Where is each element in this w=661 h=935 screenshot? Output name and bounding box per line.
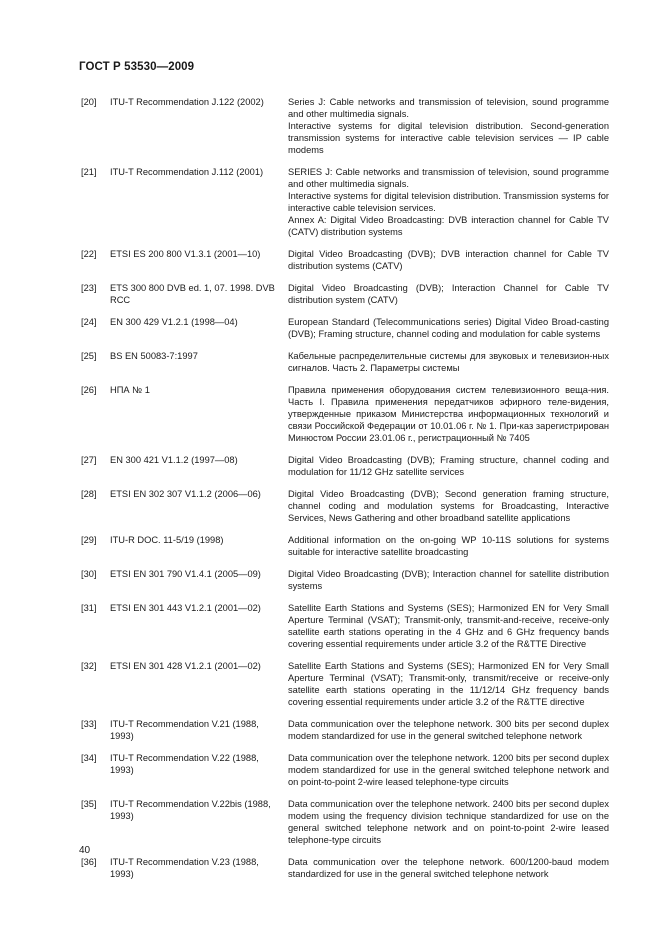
reference-title-paragraph: Interactive systems for digital television distribution. Second-generation transmission systems for interactive cable television services — IP cable modems: [288, 121, 609, 155]
reference-entry: [81, 248, 609, 272]
reference-entry: [81, 488, 609, 524]
reference-entry: [81, 384, 609, 444]
reference-entry: [81, 568, 609, 592]
reference-entry: [81, 96, 609, 156]
reference-entry: [81, 718, 609, 742]
reference-title: [288, 534, 609, 558]
reference-entry: [81, 454, 609, 478]
reference-entry: [81, 282, 609, 306]
reference-title-paragraph: Digital Video Broadcasting (DVB); DVB interaction channel for Cable TV distribution systems (CATV): [288, 249, 609, 271]
reference-title: [288, 166, 609, 238]
reference-number: [21]: [81, 167, 97, 177]
reference-title-paragraph: Digital Video Broadcasting (DVB); Second generation framing structure, channel coding and modulation systems for Broadcasting, Interactive Services, News Gathering and other broadband satellite applications: [288, 489, 609, 523]
page-number: 40: [79, 845, 91, 856]
reference-number: [29]: [81, 535, 97, 545]
reference-number: [20]: [81, 97, 97, 107]
reference-title-paragraph: Interactive systems for digital television distribution. Transmission systems for interactive cable television services.: [288, 191, 609, 213]
reference-number: [27]: [81, 455, 97, 465]
reference-number: [22]: [81, 249, 97, 259]
document-header: ГОСТ Р 53530—2009: [79, 61, 195, 73]
reference-title-paragraph: Annex A: Digital Video Broadcasting: DVB interaction channel for Cable TV (CATV) distribution systems: [288, 215, 609, 237]
reference-title: [288, 96, 609, 156]
reference-entry: [81, 856, 609, 880]
reference-title-paragraph: Satellite Earth Stations and Systems (SES); Harmonized EN for Very Small Aperture Terminal (VSAT); Transmit-only, transmit-and-receive, receive-only satellite earth stations operating in the 4 GHz and 6 GHz frequency bands covering essential requirements under article 3.2 of the R&TTE Directive: [288, 603, 609, 649]
reference-title-paragraph: Digital Video Broadcasting (DVB); Framing structure, channel coding and modulation for 11/12 GHz satellite services: [288, 455, 609, 477]
reference-designation: ITU-T Recommendation V.21 (1988, 1993): [110, 719, 259, 741]
reference-entry: [81, 166, 609, 238]
reference-designation: ETSI EN 301 428 V1.2.1 (2001—02): [110, 661, 261, 671]
reference-entry: [81, 350, 609, 374]
reference-title: [288, 602, 609, 650]
reference-designation: ETSI ES 200 800 V1.3.1 (2001—10): [110, 249, 261, 259]
reference-list: [81, 96, 609, 890]
reference-title: [288, 752, 609, 788]
reference-entry: [81, 660, 609, 708]
reference-title-paragraph: Data communication over the telephone network. 2400 bits per second duplex modem using the frequency division technique standardized for use on the general switched telephone network and on point-to-point 2-wire leased telephone-type circuits: [288, 799, 609, 845]
reference-designation: ETSI EN 301 443 V1.2.1 (2001—02): [110, 603, 261, 613]
reference-designation: ITU-T Recommendation V.22bis (1988, 1993): [110, 799, 271, 821]
reference-designation: EN 300 421 V1.1.2 (1997—08): [110, 455, 238, 465]
reference-title-paragraph: Правила применения оборудования систем телевизионного веща-ния. Часть I. Правила применения передатчиков эфирного теле-видения, утвержденные приказом Министерства информационных технологий и связи Российской Федерации от 10.01.06 г. № 1. При-каз зарегистрирован Минюстом России 23.01.06 г., регистрационный № 7405: [288, 385, 609, 443]
reference-designation: ITU-T Recommendation J.112 (2001): [110, 167, 264, 177]
reference-title-paragraph: Satellite Earth Stations and Systems (SES); Harmonized EN for Very Small Aperture Terminal (VSAT); Transmit-only, transmit/receive or receive-only satellite earth stations operating in the 11/12/14 GHz frequency bands covering essential requirements under article 3.2 of the R&TTE directive: [288, 661, 609, 707]
reference-number: [34]: [81, 753, 97, 763]
reference-title: [288, 660, 609, 708]
reference-number: [32]: [81, 661, 97, 671]
reference-title-paragraph: Series J: Cable networks and transmission of television, sound programme and other multimedia signals.: [288, 97, 609, 119]
reference-title: [288, 316, 609, 340]
reference-number: [33]: [81, 719, 97, 729]
reference-designation: ITU-R DOC. 11-5/19 (1998): [110, 535, 224, 545]
reference-title: [288, 568, 609, 592]
reference-designation: ITU-T Recommendation V.22 (1988, 1993): [110, 753, 259, 775]
reference-title-paragraph: Data communication over the telephone network. 300 bits per second duplex modem standardized for use in the general switched telephone network: [288, 719, 609, 741]
reference-title: [288, 454, 609, 478]
reference-number: [28]: [81, 489, 97, 499]
reference-designation: ETS 300 800 DVB ed. 1, 07. 1998. DVB RCC: [110, 283, 275, 305]
reference-title: [288, 282, 609, 306]
reference-title: [288, 350, 609, 374]
reference-number: [35]: [81, 799, 97, 809]
reference-entry: [81, 798, 609, 846]
reference-designation: ITU-T Recommendation V.23 (1988, 1993): [110, 857, 259, 879]
reference-number: [23]: [81, 283, 97, 293]
reference-designation: ETSI EN 301 790 V1.4.1 (2005—09): [110, 569, 261, 579]
reference-designation: EN 300 429 V1.2.1 (1998—04): [110, 317, 238, 327]
reference-number: [26]: [81, 385, 97, 395]
reference-entry: [81, 534, 609, 558]
reference-designation: ETSI EN 302 307 V1.1.2 (2006—06): [110, 489, 261, 499]
reference-number: [31]: [81, 603, 97, 613]
reference-title-paragraph: Additional information on the on-going WP 10-11S solutions for systems suitable for interactive satellite broadcasting: [288, 535, 609, 557]
reference-title: [288, 384, 609, 444]
reference-title: [288, 856, 609, 880]
reference-title: [288, 248, 609, 272]
reference-entry: [81, 752, 609, 788]
reference-designation: ITU-T Recommendation J.122 (2002): [110, 97, 264, 107]
reference-title: [288, 718, 609, 742]
reference-number: [36]: [81, 857, 97, 867]
reference-number: [30]: [81, 569, 97, 579]
reference-designation: BS EN 50083-7:1997: [110, 351, 198, 361]
reference-entry: [81, 316, 609, 340]
reference-title-paragraph: Кабельные распределительные системы для звуковых и телевизион-ных сигналов. Часть 2. Параметры системы: [288, 351, 609, 373]
reference-title-paragraph: Digital Video Broadcasting (DVB); Interaction channel for satellite distribution systems: [288, 569, 609, 591]
reference-title: [288, 798, 609, 846]
reference-title-paragraph: Data communication over the telephone network. 1200 bits per second duplex modem standardized for use in the general switched telephone network and on point-to-point 2-wire leased telephone-type circuits: [288, 753, 609, 787]
reference-title-paragraph: SERIES J: Cable networks and transmission of television, sound programme and other multimedia signals.: [288, 167, 609, 189]
reference-title-paragraph: Data communication over the telephone network. 600/1200-baud modem standardized for use in the general switched telephone network: [288, 857, 609, 879]
reference-title-paragraph: Digital Video Broadcasting (DVB); Interaction Channel for Cable TV distribution system (CATV): [288, 283, 609, 305]
reference-designation: НПА № 1: [110, 385, 150, 395]
reference-number: [24]: [81, 317, 97, 327]
reference-title-paragraph: European Standard (Telecommunications series) Digital Video Broad-casting (DVB); Framing structure, channel coding and modulation for cable systems: [288, 317, 609, 339]
reference-entry: [81, 602, 609, 650]
reference-title: [288, 488, 609, 524]
reference-number: [25]: [81, 351, 97, 361]
